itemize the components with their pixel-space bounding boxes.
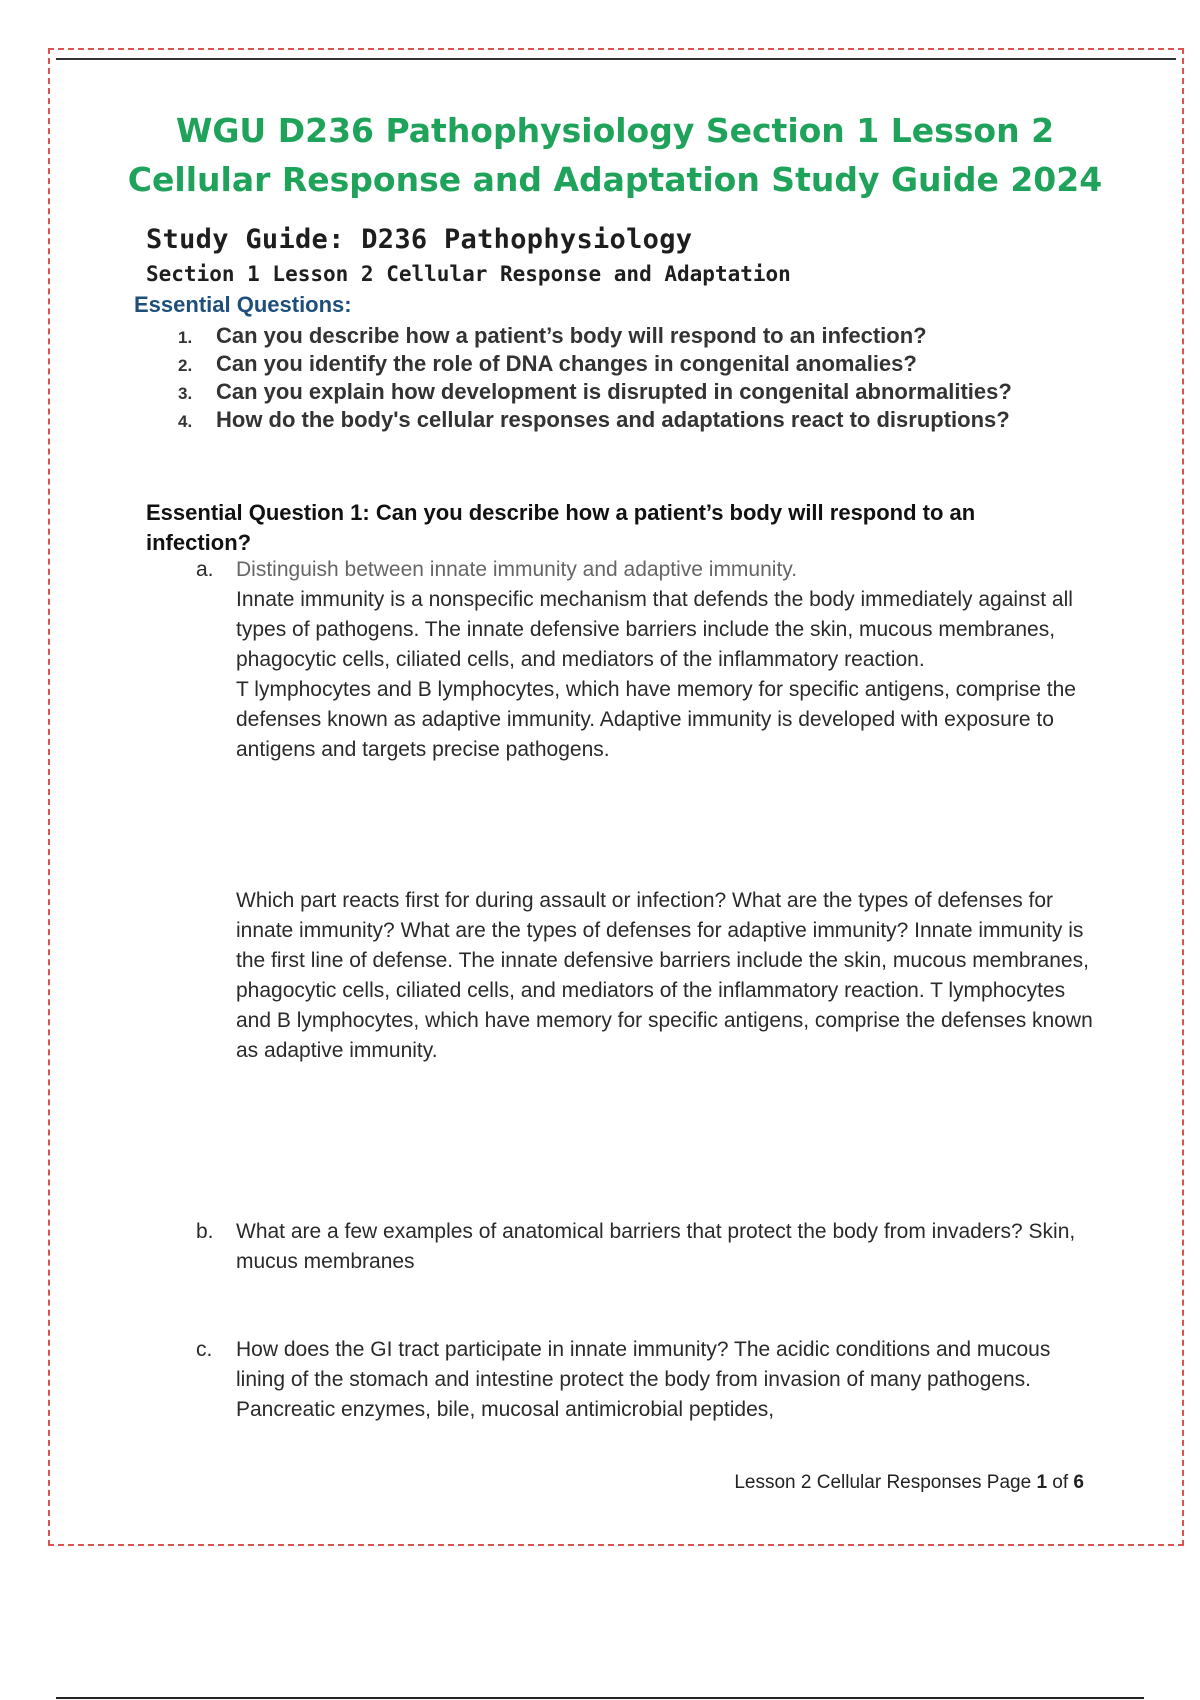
section-heading: Section 1 Lesson 2 Cellular Response and Adaptation: [146, 262, 791, 286]
footer-page-number: 1: [1036, 1472, 1048, 1493]
study-guide-heading: Study Guide: D236 Pathophysiology: [146, 224, 693, 255]
item-b-text: What are a few examples of anatomical barriers that protect the body from invaders? Skin, mucus membranes: [236, 1220, 1076, 1273]
item-c: [196, 1335, 1096, 1425]
document-title: WGU D236 Pathophysiology Section 1 Lesson 2 Cellular Response and Adaptation Study Guide 2024: [127, 111, 1103, 199]
item-a-paragraph-2: T lymphocytes and B lymphocytes, which have memory for specific antigens, comprise the defenses known as adaptive immunity. Adaptive immunity is developed with exposure to antigens and targets precise pathogens.: [236, 678, 1076, 761]
item-b-marker: b.: [196, 1220, 214, 1243]
item-b: [196, 1217, 1096, 1277]
footer-page-total: 6: [1073, 1472, 1084, 1493]
footer-prefix: Lesson 2 Cellular Responses Page: [734, 1472, 1037, 1493]
essential-questions-list: [176, 322, 1016, 434]
item-a-paragraph-1: Innate immunity is a nonspecific mechanism that defends the body immediately against all types of pathogens. The innate defensive barriers include the skin, mucous membranes, phagocytic cells, ciliated cells, and mediators of the inflammatory reaction.: [236, 588, 1073, 671]
item-a: [196, 555, 1096, 765]
essential-questions-label: Essential Questions:: [134, 292, 352, 317]
item-a-marker: a.: [196, 558, 214, 581]
item-c-marker: c.: [196, 1338, 213, 1361]
essential-question-1: 1. Can you describe how a patient’s body will respond to an infection?: [178, 323, 927, 348]
page-top-rule: [56, 58, 1176, 60]
footer-of: of: [1047, 1472, 1074, 1493]
item-a-prompt: Distinguish between innate immunity and adaptive immunity.: [236, 558, 798, 581]
essential-question-4: 4. How do the body's cellular responses and adaptations react to disruptions?: [178, 407, 1010, 432]
item-a-continued: [196, 886, 1096, 1066]
bottom-rule: [56, 1697, 1144, 1699]
essential-question-1-heading: Essential Question 1: Can you describe how a patient’s body will respond to an infection?: [146, 500, 976, 555]
item-a-paragraph-3: Which part reacts first for during assault or infection? What are the types of defenses for innate immunity? What are the types of defenses for adaptive immunity? Innate immunity is the first line of defense. The innate defensive barriers include the skin, mucous membranes, phagocytic cells, ciliated cells, and mediators of the inflammatory reaction. T lymphocytes and B lymphocytes, which have memory for specific antigens, comprise the defenses known as adaptive immunity.: [236, 889, 1093, 1062]
essential-question-2: 2. Can you identify the role of DNA changes in congenital anomalies?: [178, 351, 917, 376]
page-footer: [734, 1472, 1084, 1494]
item-c-text: How does the GI tract participate in innate immunity? The acidic conditions and mucous lining of the stomach and intestine protect the body from invasion of many pathogens. Pancreatic enzymes, bile, mucosal antimicrobial peptides,: [236, 1338, 1051, 1421]
essential-question-3: 3. Can you explain how development is disrupted in congenital abnormalities?: [178, 379, 1012, 404]
